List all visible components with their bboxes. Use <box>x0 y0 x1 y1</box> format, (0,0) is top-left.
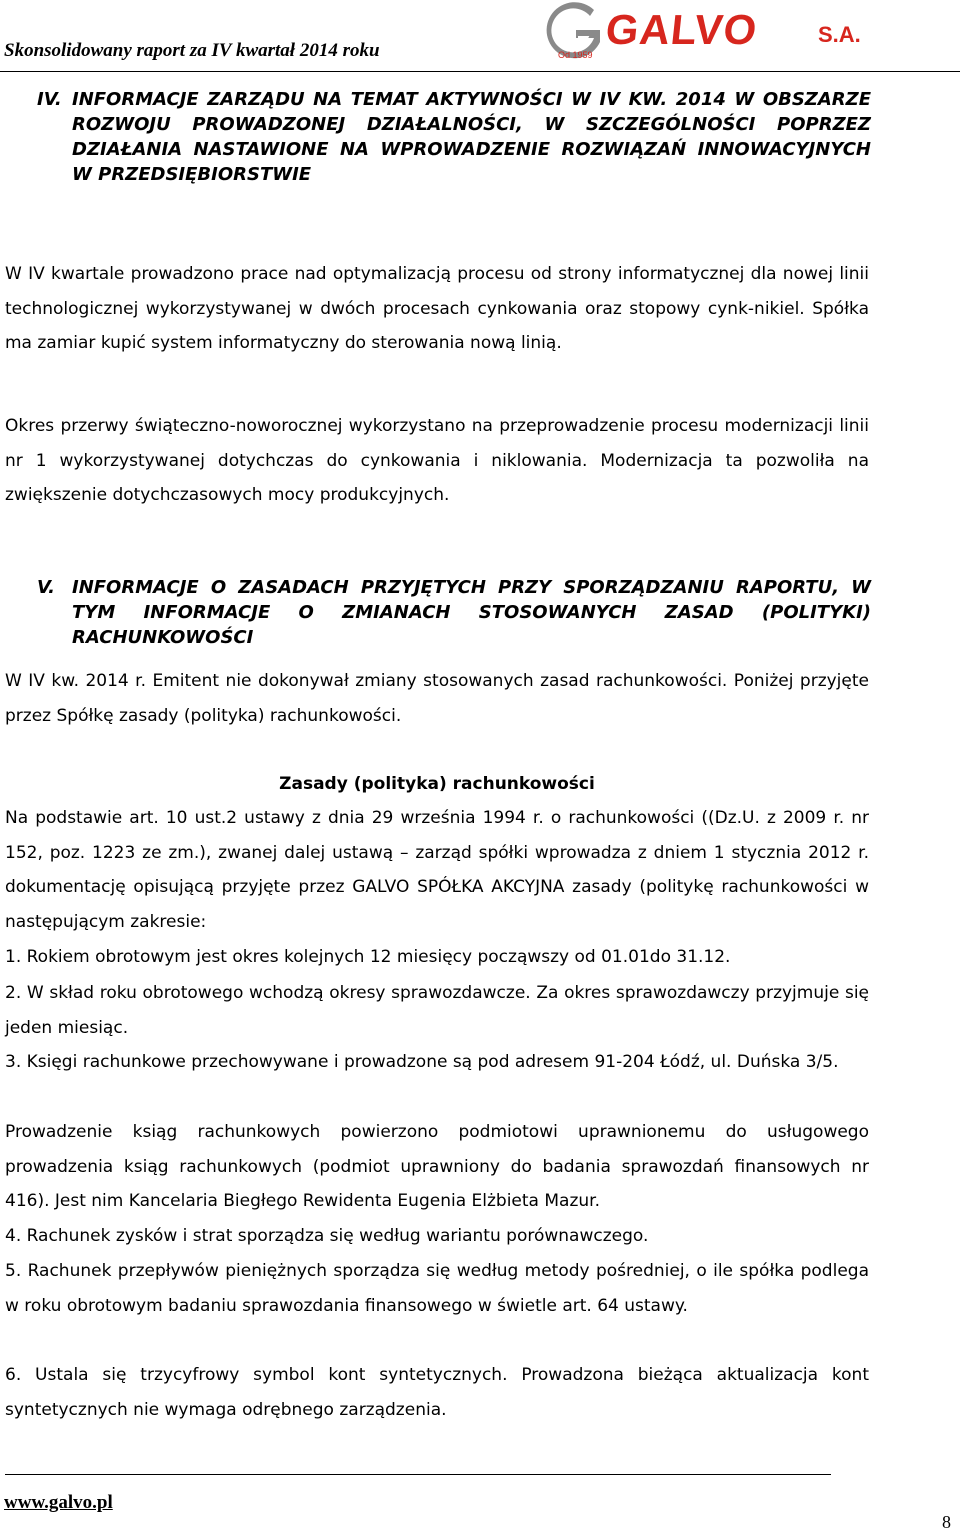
page-number: 8 <box>942 1512 951 1532</box>
section-v-title: INFORMACJE O ZASADACH PRZYJĘTYCH PRZY SPORZĄDZANIU RAPORTU, W TYM INFORMACJE O ZMIANACH STOSOWANYCH ZASAD (POLITYKI) RACHUNKOWOŚCI <box>72 577 871 648</box>
section-v-heading <box>37 575 871 650</box>
policy-item-5: 5. Rachunek przepływów pieniężnych sporządza się według metody pośredniej, o ile spółka podlega w roku obrotowym badaniu sprawozdania finansowego w świetle art. 64 ustawy. <box>5 1261 869 1316</box>
policy-subtitle: Zasady (polityka) rachunkowości <box>279 774 595 794</box>
policy-item-6: 6. Ustala się trzycyfrowy symbol kont syntetycznych. Prowadzona bieżąca aktualizacja kont syntetycznych nie wymaga odrębnego zarządzenia. <box>5 1365 869 1420</box>
logo-since: Od 1959 <box>558 50 593 60</box>
section-iv-number: IV. <box>37 89 62 110</box>
footer-rule <box>5 1474 831 1475</box>
policy-item-3: 3. Księgi rachunkowe przechowywane i prowadzone są pod adresem 91-204 Łódź, ul. Duńska 3/5. <box>5 1052 839 1072</box>
logo-wordmark: GALVO <box>603 6 760 53</box>
section-iv-heading <box>37 87 871 187</box>
policy-intro: Na podstawie art. 10 ust.2 ustawy z dnia 29 września 1994 r. o rachunkowości ((Dz.U. z 2009 r. nr 152, poz. 1223 ze zm.), zwanej dalej ustawą – zarząd spółki wprowadza z dniem 1 stycznia 2012 r. dokumentację opisującą przyjęte przez GALVO SPÓŁKA AKCYJNA zasady (politykę rachunkowości w następującym zakresie: <box>5 808 869 932</box>
policy-item-4: 4. Rachunek zysków i strat sporządza się według wariantu porównawczego. <box>5 1226 649 1246</box>
policy-item-outsourcing: Prowadzenie ksiąg rachunkowych powierzono podmiotowi uprawnionemu do usługowego prowadzenia ksiąg rachunkowych (podmiot uprawniony do badania sprawozdań finansowych nr 416). Jest nim Kancelaria Biegłego Rewidenta Eugenia Elżbieta Mazur. <box>5 1122 869 1211</box>
logo-suffix: S.A. <box>818 22 861 47</box>
galvo-logo <box>540 0 960 66</box>
section-iv-paragraph-1: W IV kwartale prowadzono prace nad optymalizacją procesu od strony informatycznej dla nowej linii technologicznej wykorzystywanej w dwóch procesach cynkowania oraz stopowy cynk-nikiel. Spółka ma zamiar kupić system informatyczny do sterowania nową linią. <box>5 264 869 353</box>
header-rule <box>0 71 960 72</box>
footer-website-link[interactable]: www.galvo.pl <box>4 1492 113 1513</box>
policy-item-2: 2. W skład roku obrotowego wchodzą okresy sprawozdawcze. Za okres sprawozdawczy przyjmuje się jeden miesiąc. <box>5 983 869 1038</box>
section-iv-paragraph-2: Okres przerwy świąteczno-noworocznej wykorzystano na przeprowadzenie procesu modernizacji linii nr 1 wykorzystywanej dotychczas do cynkowania i niklowania. Modernizacja ta pozwoliła na zwiększenie dotychczasowych mocy produkcyjnych. <box>5 416 869 505</box>
section-iv-title: INFORMACJE ZARZĄDU NA TEMAT AKTYWNOŚCI W IV KW. 2014 W OBSZARZE ROZWOJU PROWADZONEJ DZIAŁALNOŚCI, W SZCZEGÓLNOŚCI POPRZEZ DZIAŁANIA NASTAWIONE NA WPROWADZENIE ROZWIĄZAŃ INNOWACYJNYCH W PRZEDSIĘBIORSTWIE <box>72 89 871 185</box>
policy-item-1: 1. Rokiem obrotowym jest okres kolejnych 12 miesięcy począwszy od 01.01do 31.12. <box>5 947 731 967</box>
report-header-title: Skonsolidowany raport za IV kwartał 2014 roku <box>4 40 380 61</box>
section-v-paragraph-1: W IV kw. 2014 r. Emitent nie dokonywał zmiany stosowanych zasad rachunkowości. Poniżej przyjęte przez Spółkę zasady (polityka) rachunkowości. <box>5 671 869 726</box>
section-v-number: V. <box>37 577 55 598</box>
